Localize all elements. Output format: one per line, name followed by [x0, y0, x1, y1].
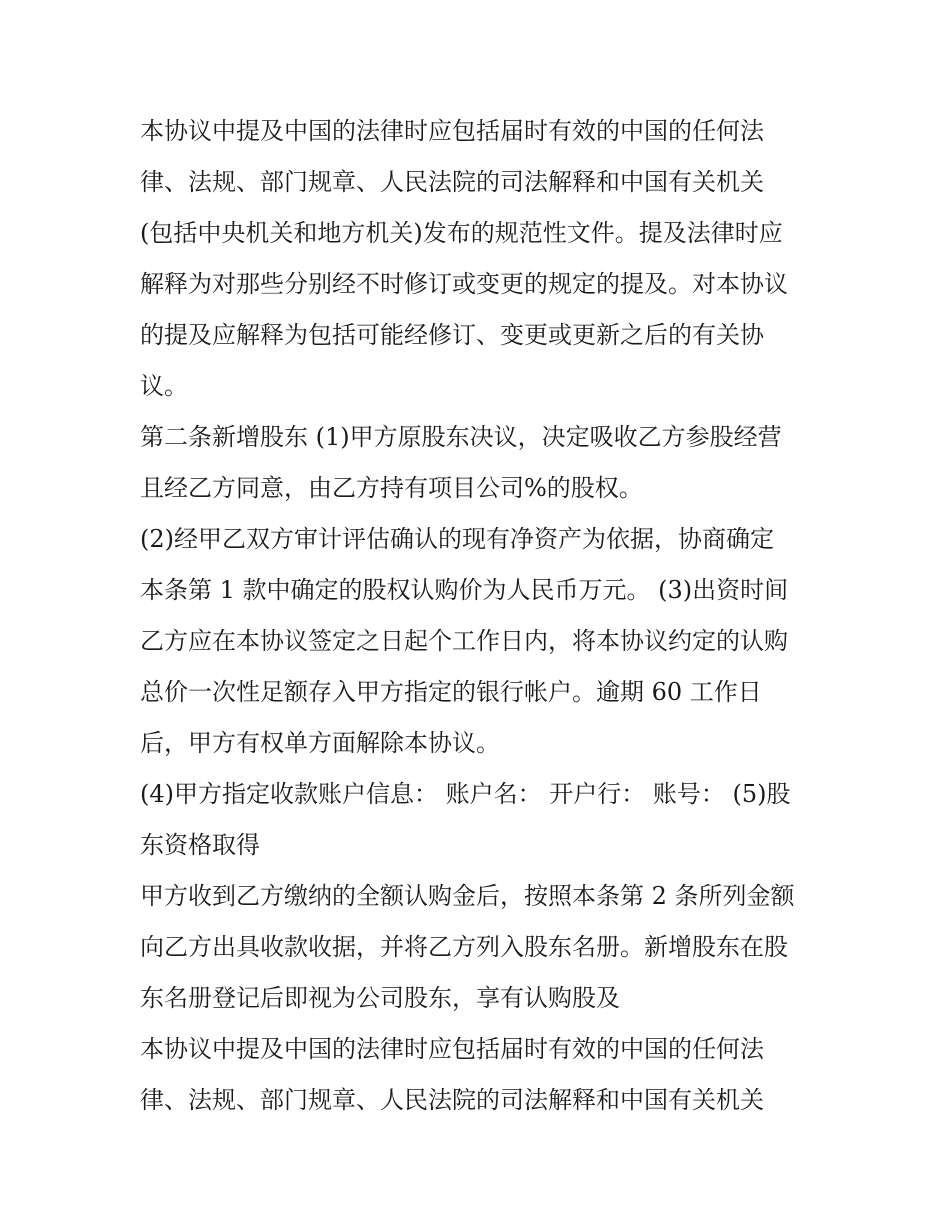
text-line: (2)经甲乙双方审计评估确认的现有净资产为依据，协商确定: [140, 525, 774, 553]
text-line: 律、法规、部门规章、人民法院的司法解释和中国有关机关: [140, 1086, 764, 1114]
text-line: 议。: [140, 372, 188, 400]
text-line: 本协议中提及中国的法律时应包括届时有效的中国的任何法: [140, 117, 764, 145]
text-line: 向乙方出具收款收据，并将乙方列入股东名册。新增股东在股: [140, 933, 788, 961]
text-line: 总价一次性足额存入甲方指定的银行帐户。逾期 60 工作日: [140, 678, 762, 706]
text-line: 后，甲方有权单方面解除本协议。: [140, 729, 500, 757]
text-line: 乙方应在本协议签定之日起个工作日内，将本协议约定的认购: [140, 627, 788, 655]
text-line: 的提及应解释为包括可能经修订、变更或更新之后的有关协: [140, 321, 764, 349]
text-line: 东资格取得: [140, 831, 260, 859]
document-body: [140, 106, 820, 1126]
text-line: 东名册登记后即视为公司股东，享有认购股及: [140, 984, 620, 1012]
text-line: 且经乙方同意，由乙方持有项目公司%的股权。: [140, 474, 643, 502]
text-line: 本条第 1 款中确定的股权认购价为人民币万元。 (3)出资时间: [140, 576, 789, 604]
text-line: 解释为对那些分别经不时修订或变更的规定的提及。对本协议: [140, 270, 788, 298]
text-line: 甲方收到乙方缴纳的全额认购金后，按照本条第 2 条所列金额: [140, 882, 795, 910]
text-line: 第二条新增股东 (1)甲方原股东决议，决定吸收乙方参股经营: [140, 423, 782, 451]
text-line: 本协议中提及中国的法律时应包括届时有效的中国的任何法: [140, 1035, 764, 1063]
text-line: (包括中央机关和地方机关)发布的规范性文件。提及法律时应: [140, 219, 783, 247]
text-line: (4)甲方指定收款账户信息： 账户名： 开户行： 账号： (5)股: [140, 780, 791, 808]
text-line: 律、法规、部门规章、人民法院的司法解释和中国有关机关: [140, 168, 764, 196]
